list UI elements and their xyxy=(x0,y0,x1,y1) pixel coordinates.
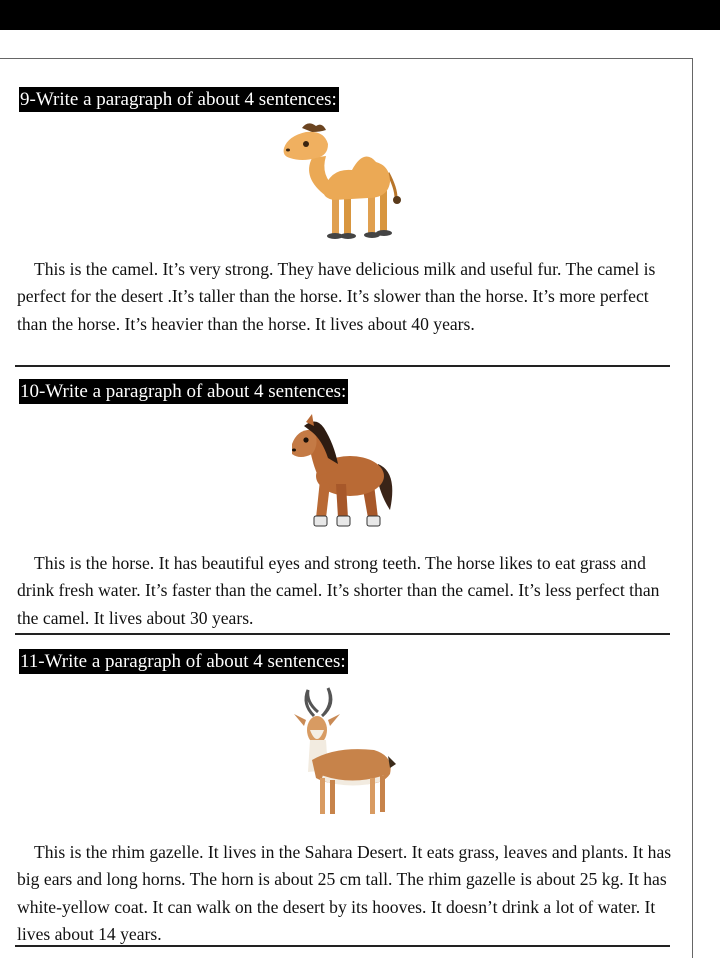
section-11-heading: 11-Write a paragraph of about 4 sentences: xyxy=(20,651,346,672)
section-10-divider xyxy=(15,633,670,635)
horse-illustration xyxy=(282,414,402,532)
section-9-paragraph: This is the camel. It’s very strong. They have delicious milk and useful fur. The camel is perfect for the desert .It’s taller than the horse. It’s slower than the horse. It’s more perfect than the horse. It’s heavier than the horse. It lives about 40 years. xyxy=(17,259,656,334)
top-black-bar xyxy=(0,0,720,30)
gazelle-illustration xyxy=(286,686,402,818)
camel-illustration xyxy=(272,118,412,243)
section-9-divider xyxy=(15,365,670,367)
section-11-divider xyxy=(15,945,670,947)
section-11-paragraph: This is the rhim gazelle. It lives in the Sahara Desert. It eats grass, leaves and plants. It has big ears and long horns. The horn is about 25 cm tall. The rhim gazelle is about 25 kg. It has white-yellow coat. It can walk on the desert by its hooves. It doesn’t drink a lot of water. It lives about 14 years. xyxy=(17,842,672,944)
section-10-paragraph: This is the horse. It has beautiful eyes and strong teeth. The horse likes to eat grass and drink fresh water. It’s faster than the camel. It’s shorter than the camel. It’s less perfect than the camel. It lives about 30 years. xyxy=(17,553,660,628)
section-10-heading: 10-Write a paragraph of about 4 sentences: xyxy=(20,381,347,402)
section-9-heading: 9-Write a paragraph of about 4 sentences: xyxy=(20,89,337,110)
